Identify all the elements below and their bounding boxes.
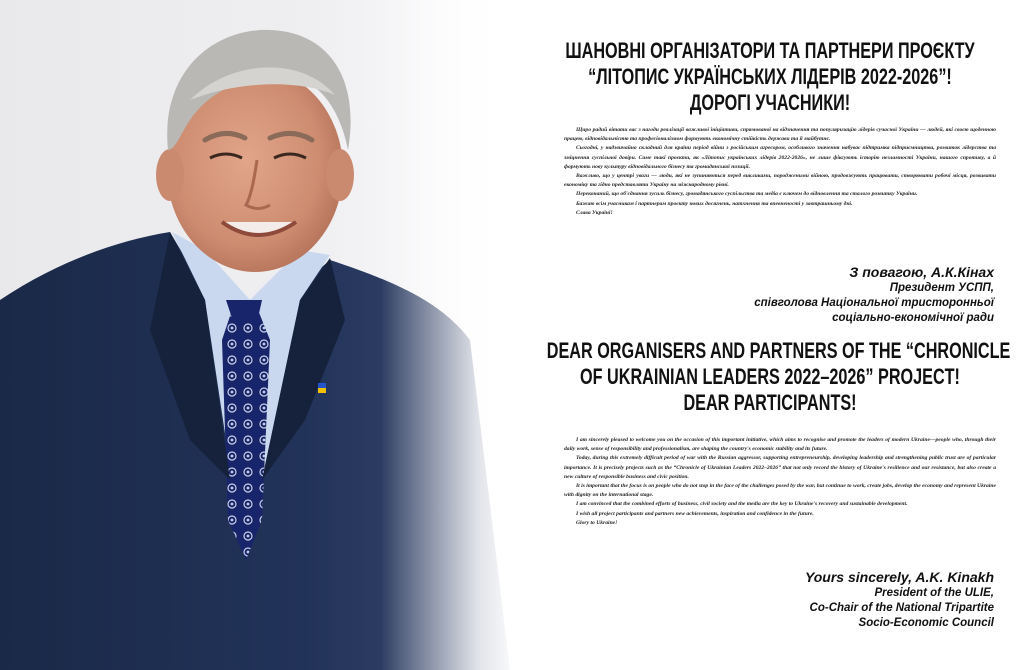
heading-line: DEAR ORGANISERS AND PARTNERS OF THE “CHRONICLE: [546, 338, 1011, 363]
letter-column: [530, 0, 1010, 670]
role-line: Президент УСПП,: [889, 282, 994, 294]
paragraph: It is important that the focus is on people who do not stop in the face of the challenges posed by the war, but continue to work, create jobs, develop the economy and represent Ukraine with dignity on the international stage.: [564, 483, 996, 499]
ukrainian-body: [564, 126, 996, 218]
signature: З повагою, А.К.Кінах: [849, 264, 994, 280]
paragraph: Сьогодні, у надзвичайно складний для країни період війни з російським агресором, особливого значення набуває підтримка підприємництва, розвиток лідерства та зміцнення суспільної довіри. Саме такі проєкти, як «Літопис українських лідерів 2022-2026», не лише фіксують історію незламності України, нашого спротиву, а й формують нову культуру відповідального бізнесу та громадянської позиції.: [564, 145, 996, 170]
photo-fade: [380, 0, 520, 670]
heading-line: DEAR PARTICIPANTS!: [683, 390, 857, 415]
english-heading: [546, 338, 1011, 416]
role-line: Socio-Economic Council: [858, 617, 994, 629]
paragraph: Today, during this extremely difficult period of war with the Russian aggressor, supporting entrepreneurship, developing leadership and strengthening public trust are of particular importance. It is precisely projects such as the “Chronicle of Ukrainian Leaders 2022–2026” that not only record the history of Ukraine's resilience and our resistance, but also create a new culture of responsible business and civic position.: [564, 455, 996, 480]
paragraph: Glory to Ukraine!: [576, 519, 618, 526]
role-line: President of the ULIE,: [874, 587, 994, 599]
paragraph: I am sincerely pleased to welcome you on the occasion of this important initiative, which aims to recognise and promote the leaders of modern Ukraine—people who, through their daily work, sense of responsibility and professionalism, are shaping the country's economic stability and its future.: [564, 437, 996, 453]
paragraph: Важливо, що у центрі уваги — люди, які не зупиняються перед викликами, породженими війною, продовжують працювати, створювати робочі місця, розвивати економіку та гідно представляти Україну на міжнародному рівні.: [564, 173, 996, 189]
paragraph: I am convinced that the combined efforts of business, civil society and the media are the key to Ukraine's recovery and sustainable development.: [576, 501, 908, 508]
heading-line: “ЛІТОПИС УКРАЇНСЬКИХ ЛІДЕРІВ 2022-2026”!: [588, 64, 952, 89]
heading-line: OF UKRAINIAN LEADERS 2022–2026” PROJECT!: [580, 364, 960, 389]
role-line: соціально-економічної ради: [832, 312, 994, 324]
paragraph: Бажаю всім учасникам і партнерам проєкту нових досягнень, натхнення та впевненості у завтрашньому дні.: [576, 200, 853, 207]
role-line: Co-Chair of the National Tripartite: [809, 602, 994, 614]
paragraph: Слава Україні!: [576, 209, 613, 216]
ukrainian-heading: [547, 38, 993, 116]
signature: Yours sincerely, A.K. Kinakh: [804, 569, 994, 585]
ukrainian-signature-block: [754, 264, 994, 326]
paragraph: Переконаний, що об'єднання зусиль бізнесу, громадянського суспільства та медіа є ключем до відновлення та сталого розвитку України.: [576, 191, 918, 198]
heading-line: ДОРОГІ УЧАСНИКИ!: [689, 90, 851, 115]
role-line: співголова Національної тристоронньої: [754, 297, 994, 309]
english-signature-block: [805, 569, 994, 631]
heading-line: ШАНОВНІ ОРГАНІЗАТОРИ ТА ПАРТНЕРИ ПРОЄКТУ: [565, 38, 975, 63]
paragraph: Щиро радий вітати вас з нагоди реалізації важливої ініціативи, спрямованої на відзначення та популяризацію лідерів сучасної України — людей, які своєю щоденною працею, відповідальністю та професіоналізмом формують економічну стійкість держави та її майбутнє.: [564, 127, 996, 143]
paragraph: I wish all project participants and partners new achievements, inspiration and confidence in the future.: [576, 510, 814, 517]
english-body: [564, 436, 996, 528]
